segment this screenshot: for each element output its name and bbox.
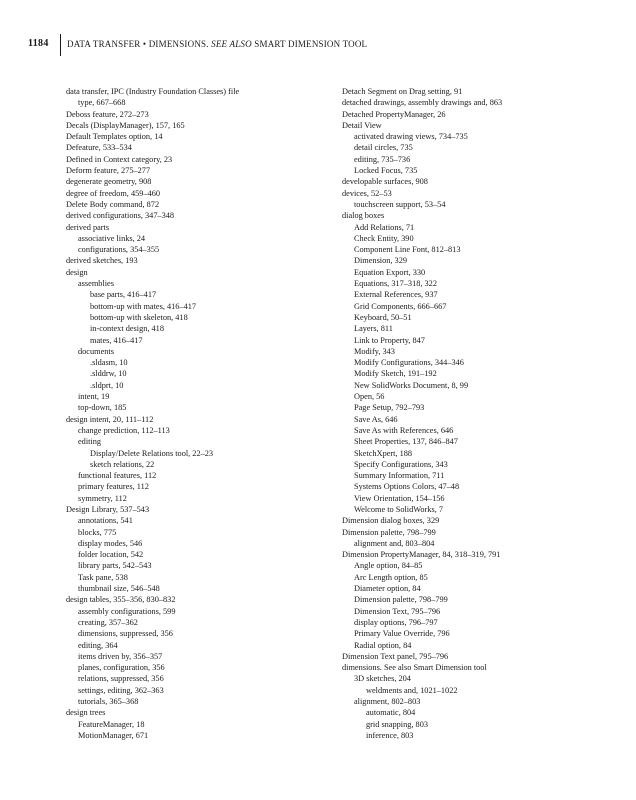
index-entry: Layers, 811 xyxy=(354,324,393,334)
index-entry: degree of freedom, 459–460 xyxy=(66,188,160,198)
running-header xyxy=(28,34,367,56)
index-entry: Component Line Font, 812–813 xyxy=(354,245,461,255)
index-entry: 3D sketches, 204 xyxy=(354,674,411,684)
index-entry: grid snapping, 803 xyxy=(366,719,428,729)
index-entry: documents xyxy=(78,346,114,356)
index-entry: alignment, 802–803 xyxy=(354,697,421,707)
page-number: 1184 xyxy=(28,38,49,49)
index-entry: Page Setup, 792–793 xyxy=(354,403,425,413)
index-entry: Locked Focus, 735 xyxy=(354,166,418,176)
index-entry: dimensions. See also Smart Dimension tool xyxy=(342,663,487,673)
index-entry: Detail View xyxy=(342,120,382,130)
index-entry: associative links, 24 xyxy=(78,233,146,243)
index-entry: configurations, 354–355 xyxy=(78,245,160,255)
index-entry: Detach Segment on Drag setting, 91 xyxy=(342,87,463,96)
index-entry: settings, editing, 362–363 xyxy=(78,685,164,695)
index-entry: Display/Delete Relations tool, 22–23 xyxy=(90,448,214,458)
index-entry: Radial option, 84 xyxy=(354,640,412,650)
index-entry: Dimension palette, 798–799 xyxy=(342,527,436,537)
index-entry: editing, 735–736 xyxy=(354,154,411,164)
index-entry: derived configurations, 347–348 xyxy=(66,211,175,221)
index-entry: sketch relations, 22 xyxy=(90,459,155,469)
index-entry: .sldprt, 10 xyxy=(90,380,124,390)
index-entry: blocks, 775 xyxy=(78,527,117,537)
index-entry: annotations, 541 xyxy=(78,516,133,526)
index-entry: Equation Export, 330 xyxy=(354,267,426,277)
index-entry: editing, 364 xyxy=(78,640,118,650)
index-entry: Deform feature, 275–277 xyxy=(66,166,151,176)
index-entry: Task pane, 538 xyxy=(78,572,128,582)
index-entry: .slddrw, 10 xyxy=(90,369,127,379)
index-entry: Dimension dialog boxes, 329 xyxy=(342,516,440,526)
index-entry: design intent, 20, 111–112 xyxy=(66,414,154,424)
index-entry: Diameter option, 84 xyxy=(354,584,421,594)
index-entry: automatic, 804 xyxy=(366,708,416,718)
index-entry: Dimension palette, 798–799 xyxy=(354,595,448,605)
index-entry: activated drawing views, 734–735 xyxy=(354,132,468,142)
index-entry: alignment and, 803–804 xyxy=(354,538,435,548)
index-entry: Modify Configurations, 344–346 xyxy=(354,358,464,368)
index-entry: Equations, 317–318, 322 xyxy=(354,279,437,289)
index-entry: display modes, 546 xyxy=(78,538,143,548)
index-entry: Dimension Text panel, 795–796 xyxy=(342,651,449,661)
index-entry: Link to Property, 847 xyxy=(354,335,425,345)
index-entry: Add Relations, 71 xyxy=(354,222,415,232)
index-entry: Modify Sketch, 191–192 xyxy=(354,369,437,379)
index-entry: Keyboard, 50–51 xyxy=(354,312,412,322)
index-entry: design tables, 355–356, 830–832 xyxy=(66,595,176,605)
index-entry: Grid Components, 666–667 xyxy=(354,301,447,311)
index-entry: functional features, 112 xyxy=(78,471,157,481)
index-entry: editing xyxy=(78,437,102,447)
index-entry: View Orientation, 154–156 xyxy=(354,493,445,503)
running-head-see-also: SEE ALSO xyxy=(208,39,255,49)
index-entry: data transfer, IPC (Industry Foundation Classes) file xyxy=(66,87,240,96)
running-head-prefix: DATA TRANSFER • DIMENSIONS. xyxy=(67,39,209,49)
index-entry: Dimension PropertyManager, 84, 318–319, 791 xyxy=(342,550,501,560)
index-entry: Angle option, 84–85 xyxy=(354,561,423,571)
index-entry: Dimension Text, 795–796 xyxy=(354,606,441,616)
index-entry: Arc Length option, 85 xyxy=(354,572,428,582)
index-entry: Save As, 646 xyxy=(354,414,398,424)
index-entry: derived parts xyxy=(66,222,110,232)
index-entry: Save As with References, 646 xyxy=(354,425,454,435)
index-entry: detail circles, 735 xyxy=(354,143,413,153)
index-entry: mates, 416–417 xyxy=(90,335,143,345)
index-entry: External References, 937 xyxy=(354,290,438,300)
index-entry: change prediction, 112–113 xyxy=(78,425,170,435)
index-entry: in-context design, 418 xyxy=(90,324,164,334)
index-entry: weldments and, 1021–1022 xyxy=(366,685,458,695)
index-entry: items driven by, 356–357 xyxy=(78,651,163,661)
index-entry: design trees xyxy=(66,708,106,718)
index-entry: base parts, 416–417 xyxy=(90,290,157,300)
index-entry: relations, suppressed, 356 xyxy=(78,674,164,684)
index-entry: assembly configurations, 599 xyxy=(78,606,176,616)
index-column-left xyxy=(66,86,316,741)
index-entry: Deboss feature, 272–273 xyxy=(66,109,149,119)
index-entry: folder location, 542 xyxy=(78,550,144,560)
index-entry: Check Entity, 390 xyxy=(354,233,414,243)
index-entry: thumbnail size, 546–548 xyxy=(78,584,160,594)
index-entry: Decals (DisplayManager), 157, 165 xyxy=(66,120,185,130)
index-entry: devices, 52–53 xyxy=(342,188,392,198)
index-entry: type, 667–668 xyxy=(78,98,126,108)
index-entry: Modify, 343 xyxy=(354,346,395,356)
index-entry: FeatureManager, 18 xyxy=(78,719,145,729)
index-entry: assemblies xyxy=(78,279,114,289)
index-entry: SketchXpert, 188 xyxy=(354,448,413,458)
running-head-suffix: SMART DIMENSION TOOL xyxy=(254,39,368,49)
index-entry: .sldasm, 10 xyxy=(90,358,128,368)
index-entry: Detached PropertyManager, 26 xyxy=(342,109,446,119)
index-entry: derived sketches, 193 xyxy=(66,256,138,266)
running-head xyxy=(67,34,367,49)
index-entry: degenerate geometry, 908 xyxy=(66,177,152,187)
index-entry: bottom-up with mates, 416–417 xyxy=(90,301,197,311)
header-divider xyxy=(60,34,61,56)
index-entry: Defeature, 533–534 xyxy=(66,143,132,153)
index-entry: Open, 56 xyxy=(354,392,385,402)
index-entry: top-down, 185 xyxy=(78,403,127,413)
index-entry: symmetry, 112 xyxy=(78,493,127,503)
index-entry: touchscreen support, 53–54 xyxy=(354,199,446,209)
index-entry: dimensions, suppressed, 356 xyxy=(78,629,173,639)
index-entry: developable surfaces, 908 xyxy=(342,177,428,187)
index-entry: Delete Body command, 872 xyxy=(66,199,160,209)
index-entry: MotionManager, 671 xyxy=(78,730,149,740)
index-entry: Systems Options Colors, 47–48 xyxy=(354,482,460,492)
index-entry: inference, 803 xyxy=(366,730,414,740)
index-entry: dialog boxes xyxy=(342,211,385,221)
index-entry: detached drawings, assembly drawings and, 863 xyxy=(342,98,503,108)
index-entry: design xyxy=(66,267,88,277)
index-entry: Welcome to SolidWorks, 7 xyxy=(354,504,443,514)
index-entry: Defined in Context category, 23 xyxy=(66,154,173,164)
index-entry: Primary Value Override, 796 xyxy=(354,629,450,639)
index-entry: Design Library, 537–543 xyxy=(66,504,150,514)
index-entry: Dimension, 329 xyxy=(354,256,408,266)
index-entry: library parts, 542–543 xyxy=(78,561,152,571)
index-entry: Specify Configurations, 343 xyxy=(354,459,448,469)
index-entry: tutorials, 365–368 xyxy=(78,697,139,707)
index-entry: display options, 796–797 xyxy=(354,617,438,627)
index-entry: Summary Information, 711 xyxy=(354,471,445,481)
index-entry: New SolidWorks Document, 8, 99 xyxy=(354,380,469,390)
index-entry: intent, 19 xyxy=(78,392,110,402)
index-column-right xyxy=(342,86,602,741)
index-entry: Default Templates option, 14 xyxy=(66,132,163,142)
index-entry: Sheet Properties, 137, 846–847 xyxy=(354,437,458,447)
index-entry: primary features, 112 xyxy=(78,482,149,492)
index-entry: bottom-up with skeleton, 418 xyxy=(90,312,188,322)
index-entry: planes, configuration, 356 xyxy=(78,663,165,673)
index-entry: creating, 357–362 xyxy=(78,617,138,627)
